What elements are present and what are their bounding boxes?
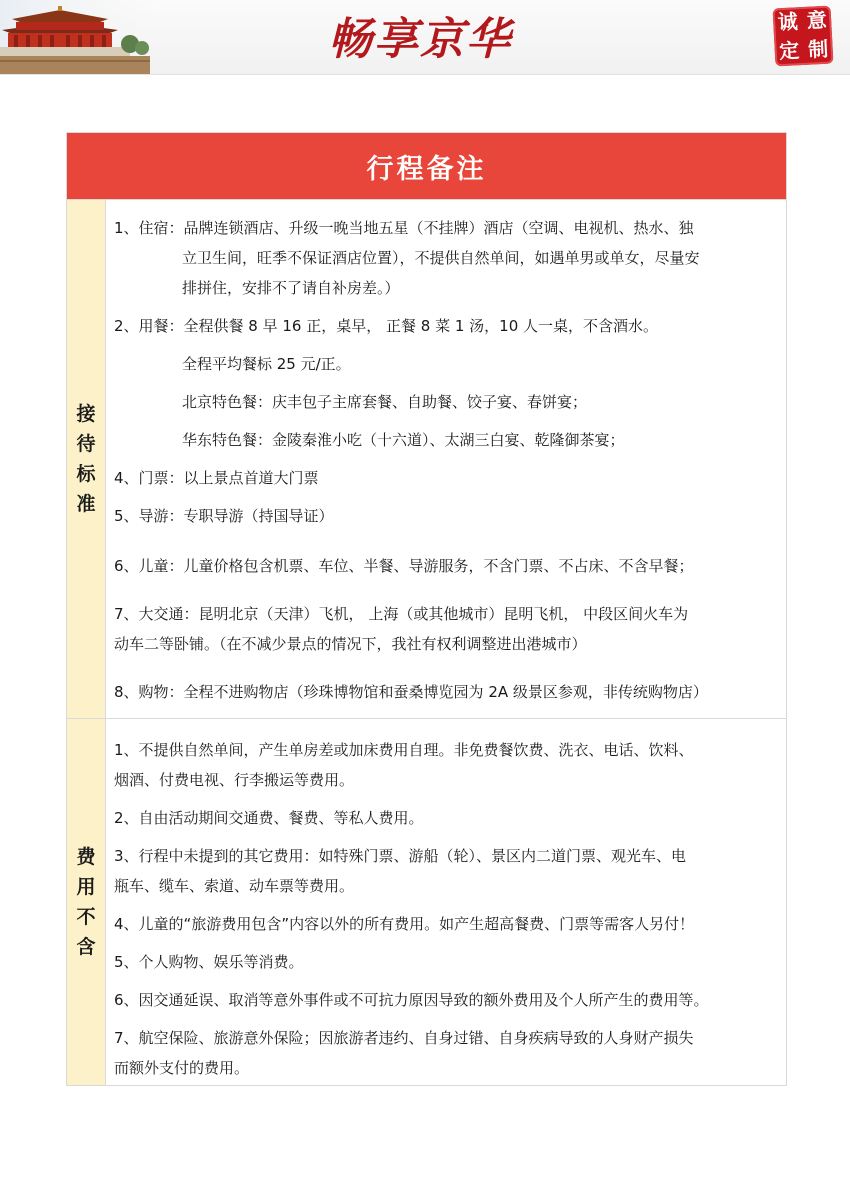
brand-title: 畅享京华: [328, 14, 512, 65]
note-line: 6、儿童：儿童价格包含机票、车位、半餐、导游服务，不含门票、不占床、不含早餐；: [114, 557, 694, 575]
note-line: 北京特色餐：庆丰包子主席套餐、自助餐、饺子宴、春饼宴；: [182, 393, 588, 411]
section-label: 费用不含: [67, 719, 106, 1085]
note-line: 1、不提供自然单间，产生单房差或加床费用自理。非免费餐饮费、洗衣、电话、饮料、: [114, 741, 694, 759]
note-line: 2、自由活动期间交通费、餐费、等私人费用。: [114, 809, 424, 827]
notes-title: 行程备注: [67, 133, 786, 199]
note-line: 瓶车、缆车、索道、动车票等费用。: [114, 877, 355, 895]
itinerary-notes-table: [66, 132, 787, 1086]
note-line: 动车二等卧铺。（在不减少景点的情况下，我社有权利调整进出港城市）: [114, 635, 587, 653]
seal-char: 制: [807, 36, 829, 62]
note-line: 1、住宿：品牌连锁酒店、升级一晚当地五星（不挂牌）酒店（空调、电视机、热水、独: [114, 219, 694, 237]
note-line: 4、儿童的“旅游费用包含”内容以外的所有费用。如产生超高餐费、门票等需客人另付！: [114, 915, 695, 933]
note-line: 5、导游：专职导游（持国导证）: [114, 507, 334, 525]
note-line: 6、因交通延误、取消等意外事件或不可抗力原因导致的额外费用及个人所产生的费用等。: [114, 991, 709, 1009]
note-line: 而额外支付的费用。: [114, 1059, 250, 1077]
section-fees-excluded: [67, 718, 786, 1085]
note-line: 7、航空保险、旅游意外保险；因旅游者违约、自身过错、自身疾病导致的人身财产损失: [114, 1029, 694, 1047]
note-line: 烟酒、付费电视、行李搬运等费用。: [114, 771, 355, 789]
seal-char: 定: [778, 38, 800, 64]
section-content: [106, 719, 786, 1085]
section-reception-standard: [67, 199, 786, 718]
seal-char: 意: [806, 7, 828, 33]
note-line: 3、行程中未提到的其它费用：如特殊门票、游船（轮）、景区内二道门票、观光车、电: [114, 847, 687, 865]
note-line: 4、门票：以上景点首道大门票: [114, 469, 319, 487]
note-line: 7、大交通：昆明北京（天津）飞机， 上海（或其他城市）昆明飞机， 中段区间火车为: [114, 605, 689, 623]
note-line: 华东特色餐：金陵秦淮小吃（十六道）、太湖三白宴、乾隆御茶宴；: [182, 431, 625, 449]
section-content: [106, 200, 786, 718]
header-banner: [0, 0, 850, 75]
note-line: 立卫生间，旺季不保证酒店位置），不提供自然单间，如遇单男或单女，尽量安: [182, 249, 700, 267]
note-line: 8、购物：全程不进购物店（珍珠博物馆和蚕桑博览园为 2A 级景区参观，非传统购物店）: [114, 683, 708, 701]
custom-seal-stamp: [773, 6, 834, 67]
note-line: 5、个人购物、娱乐等消费。: [114, 953, 304, 971]
note-line: 排拼住，安排不了请自补房差。）: [182, 279, 400, 297]
note-line: 全程平均餐标 25 元/正。: [182, 355, 351, 373]
seal-char: 诚: [777, 9, 799, 35]
section-label: 接待标准: [67, 200, 106, 718]
note-line: 2、用餐：全程供餐 8 早 16 正，桌早， 正餐 8 菜 1 汤，10 人一桌，不含酒水。: [114, 317, 659, 335]
forbidden-city-palace-icon: [0, 0, 160, 74]
